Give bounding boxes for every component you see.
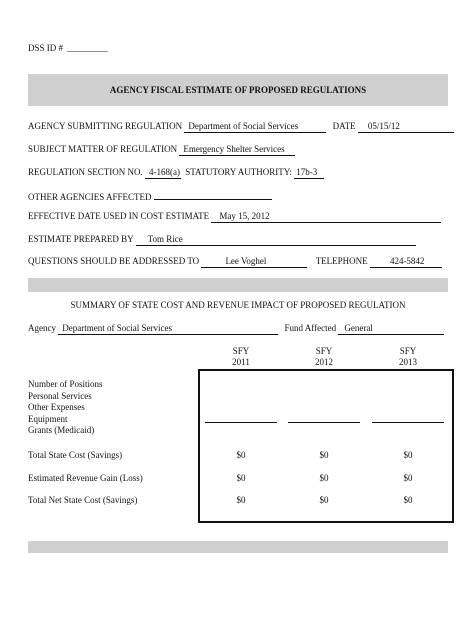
effective-date-field[interactable]: May 15, 2012 — [211, 212, 441, 223]
questions-field[interactable]: Lee Voghel — [201, 257, 307, 268]
total-row-label: Total Net State Cost (Savings) — [28, 495, 138, 505]
row-prepared-by — [28, 234, 416, 246]
sum-line-2013 — [372, 422, 444, 423]
net-cost-2012[interactable]: $0 — [319, 495, 329, 505]
section-field[interactable]: 4-168(a) — [145, 168, 181, 179]
row-summary-agency — [28, 323, 444, 335]
column-header-2011 — [205, 346, 277, 368]
agency-label: AGENCY SUBMITTING REGULATION — [28, 121, 183, 131]
fund-affected-field[interactable]: General — [338, 324, 444, 335]
summary-agency-field[interactable]: Department of Social Services — [58, 324, 278, 335]
revenue-gain-2013[interactable]: $0 — [403, 473, 413, 483]
form-title: AGENCY FISCAL ESTIMATE OF PROPOSED REGULATIONS — [109, 85, 367, 95]
fund-affected-label: Fund Affected — [284, 323, 337, 333]
telephone-label: TELEPHONE — [315, 256, 368, 266]
net-cost-2011[interactable]: $0 — [236, 495, 246, 505]
column-header-year: 2013 — [399, 357, 417, 367]
column-header-2013 — [372, 346, 444, 368]
sum-line-2011 — [205, 422, 277, 423]
total-cost-2011[interactable]: $0 — [236, 450, 246, 460]
row-subject — [28, 144, 295, 156]
total-row-label: Estimated Revenue Gain (Loss) — [28, 473, 143, 483]
total-cost-2013[interactable]: $0 — [403, 450, 413, 460]
cost-item-label: Grants (Medicaid) — [28, 425, 95, 435]
subject-field[interactable]: Emergency Shelter Services — [179, 145, 295, 156]
telephone-field[interactable]: 424-5842 — [370, 257, 442, 268]
row-agency — [28, 121, 454, 133]
dss-id-label: DSS ID # — [28, 43, 64, 53]
summary-heading: SUMMARY OF STATE COST AND REVENUE IMPACT OF PROPOSED REGULATION — [70, 300, 406, 310]
authority-label: STATUTORY AUTHORITY: — [185, 167, 292, 177]
dss-id — [28, 43, 108, 53]
cost-item-label: Equipment — [28, 413, 68, 424]
revenue-gain-2011[interactable]: $0 — [236, 473, 246, 483]
column-header-2012 — [288, 346, 360, 368]
net-cost-2013[interactable]: $0 — [403, 495, 413, 505]
questions-label: QUESTIONS SHOULD BE ADDRESSED TO — [28, 256, 200, 266]
date-field[interactable]: 05/15/12 — [358, 122, 454, 133]
row-other-agencies — [28, 189, 272, 202]
row-effective-date — [28, 211, 441, 223]
other-agencies-label: OTHER AGENCIES AFFECTED — [28, 192, 152, 202]
cost-item-label: Number of Positions — [28, 379, 103, 389]
cost-item-label: Personal Services — [28, 390, 92, 401]
prepared-by-label: ESTIMATE PREPARED BY — [28, 234, 134, 244]
agency-field[interactable]: Department of Social Services — [184, 122, 326, 133]
prepared-by-field[interactable]: Tom Rice — [136, 235, 416, 246]
bottom-band — [28, 541, 448, 553]
total-cost-2012[interactable]: $0 — [319, 450, 329, 460]
date-label: DATE — [332, 121, 356, 131]
sum-line-2012 — [288, 422, 360, 423]
column-header-sfy: SFY — [232, 346, 250, 356]
effective-date-label: EFFECTIVE DATE USED IN COST ESTIMATE — [28, 211, 210, 221]
authority-field[interactable]: 17b-3 — [294, 168, 324, 179]
cost-item-label: Other Expenses — [28, 402, 85, 412]
column-header-sfy: SFY — [315, 346, 333, 356]
cost-items-list — [28, 379, 103, 437]
row-section — [28, 167, 324, 179]
dss-id-value[interactable]: _________ — [67, 43, 108, 53]
total-row-label: Total State Cost (Savings) — [28, 450, 123, 460]
other-agencies-field[interactable] — [154, 189, 272, 200]
column-header-year: 2011 — [232, 357, 250, 367]
summary-band-top — [28, 278, 448, 292]
column-header-sfy: SFY — [399, 346, 417, 356]
row-questions — [28, 256, 442, 268]
column-header-year: 2012 — [315, 357, 333, 367]
revenue-gain-2012[interactable]: $0 — [319, 473, 329, 483]
section-label: REGULATION SECTION NO. — [28, 167, 143, 177]
summary-agency-label: Agency — [28, 323, 56, 333]
subject-label: SUBJECT MATTER OF REGULATION — [28, 144, 178, 154]
